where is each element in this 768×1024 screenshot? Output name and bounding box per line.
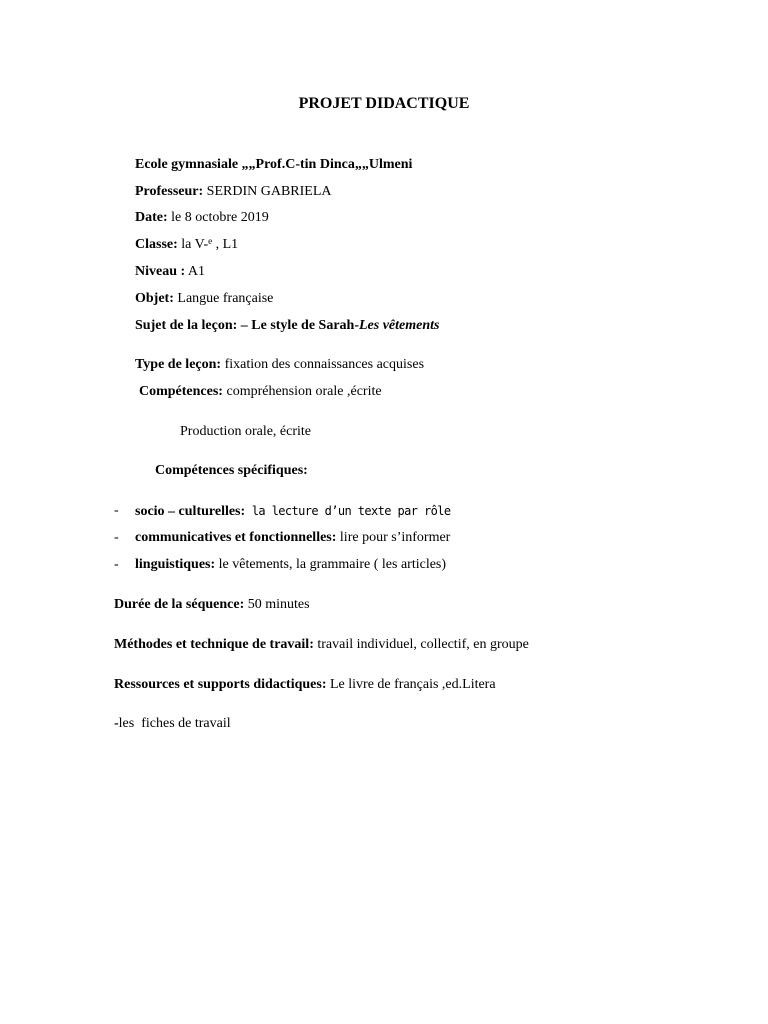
list-item-value: lire pour s’informer <box>336 530 451 545</box>
level-label: Niveau : <box>135 264 186 279</box>
date-line <box>135 210 269 226</box>
duration-label: Durée de la séquence: <box>114 597 245 612</box>
list-item-text <box>135 530 450 546</box>
duration-line <box>114 597 310 613</box>
specific-competences-heading: Compétences spécifiques: <box>155 463 308 478</box>
list-item-value: la lecture d’un texte par rôle <box>245 504 451 518</box>
competences-value: compréhension orale ,écrite <box>222 384 382 399</box>
duration-value: 50 minutes <box>244 597 310 612</box>
worksheets-line <box>114 716 231 732</box>
school-name: Ecole gymnasiale „„Prof.C-tin Dinca„„Ulmeni <box>135 157 413 172</box>
date-label: Date: <box>135 210 168 225</box>
professor-line <box>135 184 332 200</box>
object-line <box>135 291 273 307</box>
subject-line <box>135 318 439 334</box>
lesson-type-label: Type de leçon: <box>135 357 222 372</box>
class-line <box>135 237 238 253</box>
methods-line <box>114 637 529 653</box>
resources-line <box>114 677 496 693</box>
list-item-text <box>135 557 446 573</box>
subject-value: Les vêtements <box>358 318 440 333</box>
methods-label: Méthodes et technique de travail: <box>114 637 314 652</box>
class-label: Classe: <box>135 237 178 252</box>
list-bullet: - <box>114 503 119 518</box>
object-value: Langue française <box>173 291 274 306</box>
lesson-type-line <box>135 357 424 373</box>
list-item-text <box>135 503 451 520</box>
list-item-label: communicatives et fonctionnelles: <box>135 530 337 545</box>
list-bullet: - <box>114 557 119 572</box>
production-line: Production orale, écrite <box>180 424 312 439</box>
methods-value: travail individuel, collectif, en groupe <box>313 637 529 652</box>
worksheets-prefix: - <box>114 716 119 731</box>
date-value: le 8 octobre 2019 <box>167 210 269 225</box>
worksheets-value: les fiches de travail <box>118 716 231 731</box>
professor-value: SERDIN GABRIELA <box>203 184 332 199</box>
subject-label: Sujet de la leçon: – Le style de Sarah- <box>135 318 359 333</box>
class-superscript: e <box>208 236 213 246</box>
competences-label: Compétences: <box>139 384 223 399</box>
resources-value: Le livre de français ,ed.Litera <box>326 677 496 692</box>
list-bullet: - <box>114 530 119 545</box>
class-value-suffix: , L1 <box>212 237 239 252</box>
level-line <box>135 264 205 280</box>
page-title: PROJET DIDACTIQUE <box>298 95 470 112</box>
list-item-label: socio – culturelles: <box>135 504 246 519</box>
professor-label: Professeur: <box>135 184 204 199</box>
class-value: la V- <box>177 237 209 252</box>
list-item-label: linguistiques: <box>135 557 216 572</box>
level-value: A1 <box>185 264 206 279</box>
competences-line <box>139 384 382 400</box>
resources-label: Ressources et supports didactiques: <box>114 677 327 692</box>
list-item-value: le vêtements, la grammaire ( les articles) <box>215 557 447 572</box>
lesson-type-value: fixation des connaissances acquises <box>221 357 425 372</box>
object-label: Objet: <box>135 291 174 306</box>
